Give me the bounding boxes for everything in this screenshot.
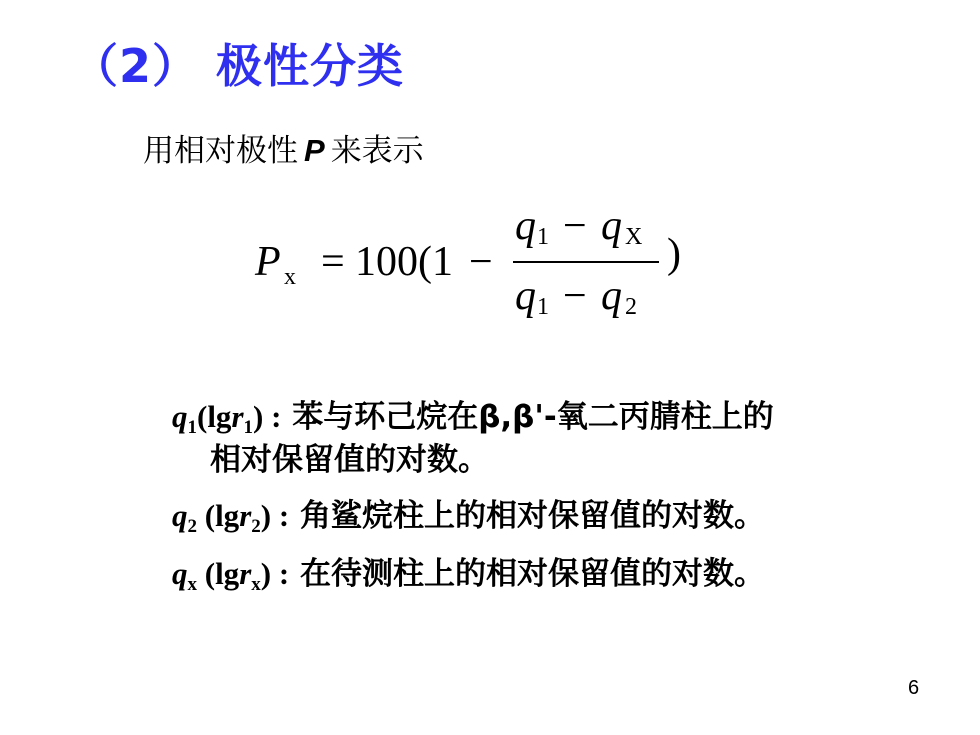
q1-symbol: $q_1(\lg r_1)$ : [172, 399, 282, 438]
q1-description: 苯与环己烷在β,β'-氧二丙腈柱上的 [292, 399, 774, 435]
definition-qx [172, 558, 765, 594]
intro-text [143, 125, 424, 170]
qx-symbol: $q_x$ (lgr$_x$) : [172, 556, 290, 595]
numerator-minus: − [563, 203, 587, 249]
formula-lhs-symbol: P [255, 239, 281, 285]
formula-coefficient: 100(1 [355, 239, 453, 285]
numerator-qx: q [601, 203, 622, 249]
intro-symbol: P [304, 133, 325, 168]
denominator-q2: q [601, 273, 622, 319]
definition-q1 [172, 401, 774, 437]
intro-suffix: 来表示 [330, 133, 424, 169]
denominator-minus: − [563, 273, 587, 319]
q2-description: 角鲨烷柱上的相对保留值的对数。 [299, 498, 765, 534]
qx-description: 在待测柱上的相对保留值的对数。 [299, 556, 765, 592]
formula-equals: = [321, 239, 345, 285]
relative-polarity-formula [255, 200, 715, 340]
fraction-bar [513, 261, 659, 263]
denominator-q1: q [515, 273, 536, 319]
denominator-q1-subscript: 1 [537, 294, 549, 320]
page-number: 6 [908, 677, 920, 699]
formula-minus: − [469, 239, 493, 285]
intro-prefix: 用相对极性 [143, 133, 298, 169]
definition-q2 [172, 500, 765, 536]
slide-title: （2） 极性分类 [72, 39, 405, 93]
numerator-q1-subscript: 1 [537, 224, 549, 250]
numerator-q1: q [515, 203, 536, 249]
definition-q1-continuation: 相对保留值的对数。 [210, 442, 489, 478]
formula-close-paren: ) [667, 231, 681, 277]
denominator-q2-subscript: 2 [625, 294, 637, 320]
numerator-qx-subscript: X [625, 224, 643, 250]
q2-symbol: $q_2$ (lgr$_2$) : [172, 498, 290, 537]
formula-lhs-subscript: x [284, 264, 296, 290]
